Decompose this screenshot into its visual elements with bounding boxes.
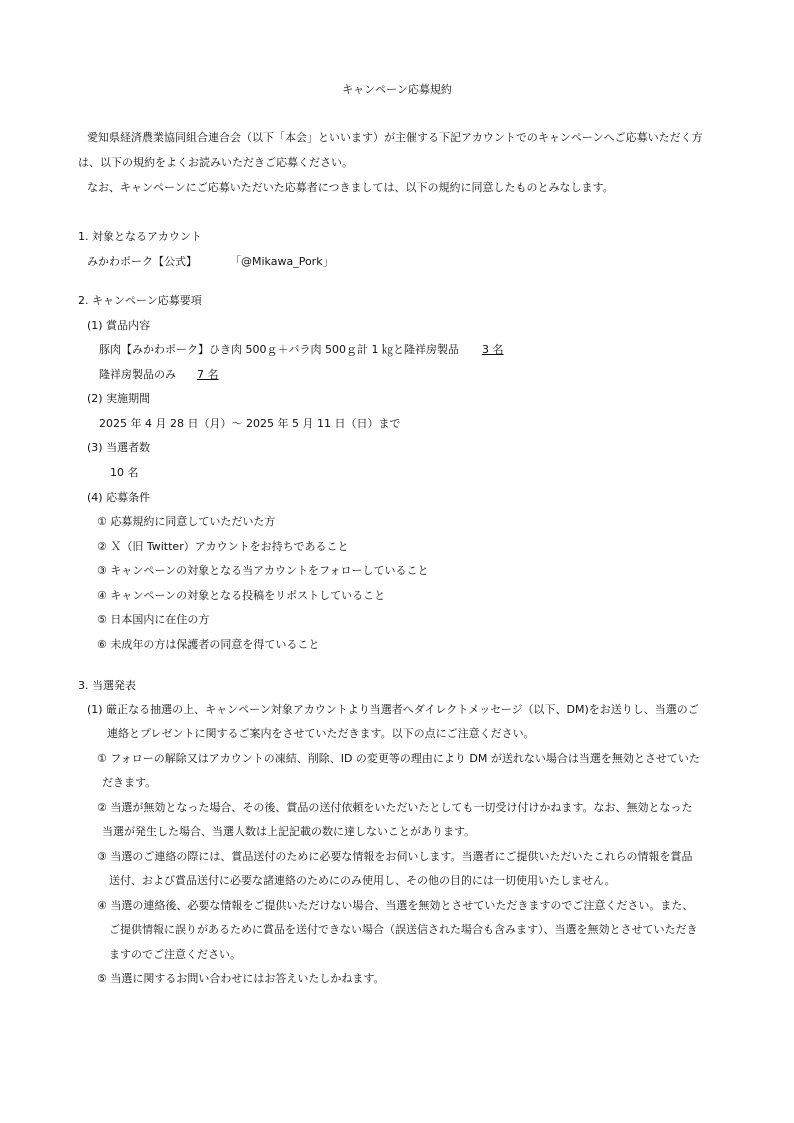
prize-heading: (1) 賞品内容 [87, 319, 151, 332]
note-3-line-1: ③ 当選のご連絡の際には、賞品送付のために必要な情報をお伺いします。当選者にご提供いただいたこれらの情報を賞品 [97, 850, 693, 863]
document-title: キャンペーン応募規約 [342, 83, 452, 96]
intro-paragraph-line-2: は、以下の規約をよくお読みいただきご応募ください。 [78, 156, 353, 169]
account-name: みかわポーク【公式】 [87, 255, 197, 268]
target-account-line [87, 254, 334, 270]
note-5-line-1: ⑤ 当選に関するお問い合わせにはお答えいたしかねます。 [97, 972, 385, 985]
prize-item-2-count: 7 名 [197, 368, 219, 381]
note-4-line-1: ④ 当選の連絡後、必要な情報をご提供いただけない場合、当選を無効とさせていただきますのでご注意ください。また、 [97, 899, 694, 912]
condition-item: ⑤ 日本国内に在住の方 [97, 613, 210, 626]
note-3-line-2: 送付、および賞品送付に必要な諸連絡のためにのみ使用し、その他の目的には一切使用いたしません。 [109, 874, 616, 887]
prize-item-1 [99, 342, 503, 358]
condition-item: ① 応募規約に同意していただいた方 [97, 515, 276, 528]
prize-item-1-text: 豚肉【みかわポーク】ひき肉 500ｇ＋バラ肉 500ｇ計 1 ㎏と隆祥房製品 [99, 343, 459, 356]
section-3-heading: 3. 当選発表 [78, 679, 136, 692]
note-1-line-1: ① フォローの解除又はアカウントの凍結、削除、ID の変更等の理由により DM が送れない場合は当選を無効とさせていた [97, 752, 700, 765]
period-text: 2025 年 4 月 28 日（月）～ 2025 年 5 月 11 日（日）まで [99, 417, 401, 430]
note-1-line-2: だきます。 [102, 776, 157, 789]
announcement-item-1-line-2: 連絡とプレゼントに関するご案内をさせていただきます。以下の点にご注意ください。 [107, 727, 535, 740]
period-heading: (2) 実施期間 [87, 392, 151, 405]
condition-item: ③ キャンペーンの対象となる当アカウントをフォローしていること [97, 564, 429, 577]
condition-item: ② Ｘ（旧 Twitter）アカウントをお持ちであること [97, 540, 349, 553]
condition-item: ④ キャンペーンの対象となる投稿をリポストしていること [97, 589, 386, 602]
winners-heading: (3) 当選者数 [87, 441, 151, 454]
section-2-heading: 2. キャンペーン応募要項 [78, 294, 202, 307]
note-2-line-2: 当選が発生した場合、当選人数は上記記載の数に達しないことがあります。 [102, 825, 476, 838]
section-1-heading: 1. 対象となるアカウント [78, 230, 202, 243]
winners-text: 10 名 [110, 466, 139, 479]
prize-item-2-text: 隆祥房製品のみ [99, 368, 176, 381]
conditions-heading: (4) 応募条件 [87, 491, 151, 504]
note-4-line-2: ご提供情報に誤りがあるために賞品を送付できない場合（誤送信された場合も含みます）、当選を無効とさせていただき [109, 923, 698, 936]
note-2-line-1: ② 当選が無効となった場合、その後、賞品の送付依頼をいただいたとしても一切受け付けかねます。なお、無効となった [97, 801, 693, 814]
intro-agreement-paragraph: なお、キャンペーンにご応募いただいた応募者につきましては、以下の規約に同意したものとみなします。 [87, 181, 614, 194]
account-handle: 「@Mikawa_Pork」 [230, 255, 334, 268]
prize-item-2 [99, 367, 219, 383]
prize-item-1-count: 3 名 [481, 343, 504, 356]
condition-item: ⑥ 未成年の方は保護者の同意を得ていること [97, 638, 320, 651]
announcement-item-1-line-1: (1) 厳正なる抽選の上、キャンペーン対象アカウントより当選者へダイレクトメッセージ（以下、DM)をお送りし、当選のご [87, 703, 699, 716]
note-4-line-3: ますのでご注意ください。 [109, 948, 241, 961]
intro-paragraph-line-1: 愛知県経済農業協同組合連合会（以下「本会」といいます）が主催する下記アカウントでのキャンペーンへご応募いただく方 [87, 131, 703, 144]
